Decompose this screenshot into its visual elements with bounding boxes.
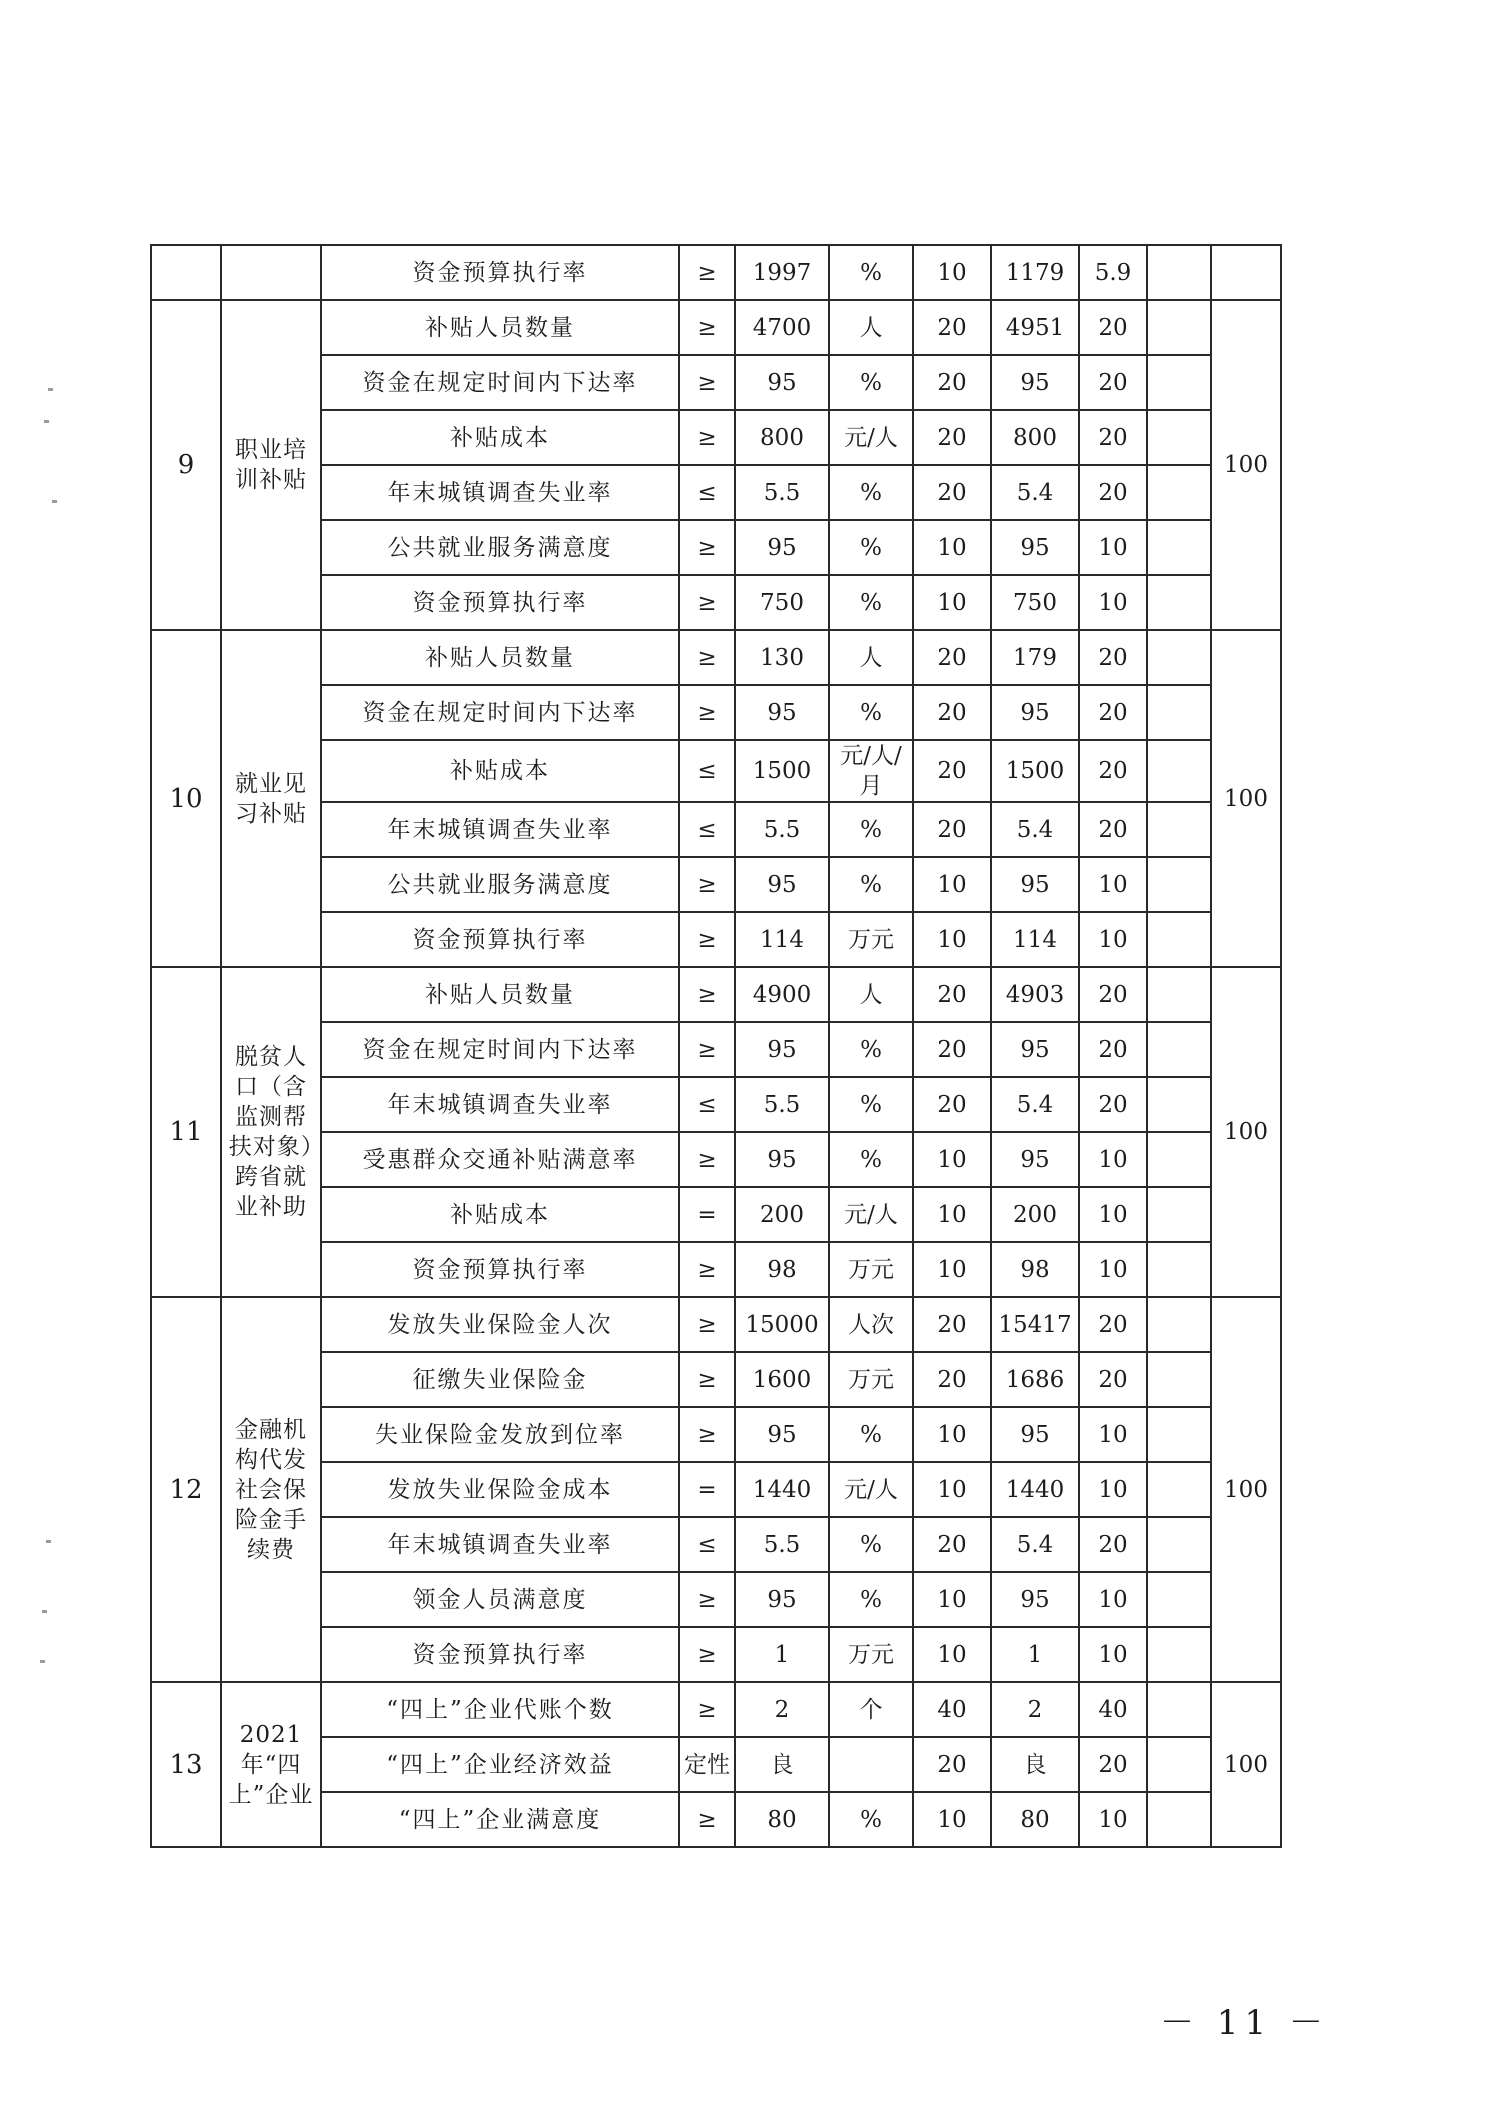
score-cell: 20	[1079, 410, 1147, 465]
score-cell: 10	[1079, 1242, 1147, 1297]
indicator-cell: 资金预算执行率	[321, 912, 679, 967]
score-cell: 10	[1079, 1792, 1147, 1847]
note-cell	[1147, 1517, 1211, 1572]
project-cell	[221, 245, 321, 300]
score-cell: 20	[1079, 355, 1147, 410]
project-title-cell: 2021年“四上”企业	[221, 1682, 321, 1847]
table-row	[151, 1407, 1281, 1462]
actual-cell: 95	[991, 1022, 1079, 1077]
note-cell	[1147, 912, 1211, 967]
score-cell: 20	[1079, 1022, 1147, 1077]
target-cell: 95	[735, 520, 829, 575]
weight-cell: 20	[913, 1352, 991, 1407]
project-total-cell: 100	[1211, 630, 1281, 967]
weight-cell: 20	[913, 300, 991, 355]
operator-cell: ≥	[679, 1352, 735, 1407]
target-cell: 95	[735, 685, 829, 740]
actual-cell: 15417	[991, 1297, 1079, 1352]
operator-cell: ≥	[679, 1792, 735, 1847]
weight-cell: 10	[913, 520, 991, 575]
table-row	[151, 355, 1281, 410]
project-title-cell: 脱贫人口（含监测帮扶对象）跨省就业补助	[221, 967, 321, 1297]
note-cell	[1147, 1572, 1211, 1627]
actual-cell: 4951	[991, 300, 1079, 355]
weight-cell: 20	[913, 1517, 991, 1572]
operator-cell: ≥	[679, 685, 735, 740]
note-cell	[1147, 575, 1211, 630]
indicator-cell: 发放失业保险金成本	[321, 1462, 679, 1517]
operator-cell: ≥	[679, 1242, 735, 1297]
unit-cell: 元/人	[829, 410, 913, 465]
project-title-cell: 就业见习补贴	[221, 630, 321, 967]
operator-cell: ≤	[679, 1077, 735, 1132]
weight-cell: 20	[913, 1022, 991, 1077]
indicator-cell: 失业保险金发放到位率	[321, 1407, 679, 1462]
score-cell: 10	[1079, 1407, 1147, 1462]
actual-cell: 95	[991, 857, 1079, 912]
operator-cell: ≥	[679, 1572, 735, 1627]
score-cell: 10	[1079, 1572, 1147, 1627]
target-cell: 750	[735, 575, 829, 630]
indicator-cell: “四上”企业代账个数	[321, 1682, 679, 1737]
scan-speck	[46, 1540, 51, 1543]
note-cell	[1147, 857, 1211, 912]
indicator-cell: 公共就业服务满意度	[321, 520, 679, 575]
scan-speck	[48, 388, 53, 391]
operator-cell: ≥	[679, 1682, 735, 1737]
actual-cell: 5.4	[991, 1077, 1079, 1132]
operator-cell: ≥	[679, 410, 735, 465]
score-cell: 20	[1079, 465, 1147, 520]
table-row	[151, 685, 1281, 740]
actual-cell: 800	[991, 410, 1079, 465]
indicator-cell: 受惠群众交通补贴满意率	[321, 1132, 679, 1187]
note-cell	[1147, 685, 1211, 740]
actual-cell: 98	[991, 1242, 1079, 1297]
actual-cell: 1500	[991, 740, 1079, 802]
note-cell	[1147, 967, 1211, 1022]
target-cell: 800	[735, 410, 829, 465]
actual-cell: 80	[991, 1792, 1079, 1847]
target-cell: 4900	[735, 967, 829, 1022]
target-cell: 200	[735, 1187, 829, 1242]
score-cell: 10	[1079, 1187, 1147, 1242]
target-cell: 1	[735, 1627, 829, 1682]
score-cell: 20	[1079, 1352, 1147, 1407]
score-cell: 40	[1079, 1682, 1147, 1737]
operator-cell: ≥	[679, 857, 735, 912]
indicator-cell: 资金在规定时间内下达率	[321, 1022, 679, 1077]
operator-cell: ≤	[679, 802, 735, 857]
operator-cell: 定性	[679, 1737, 735, 1792]
target-cell: 1997	[735, 245, 829, 300]
seq-cell: 11	[151, 967, 221, 1297]
table-row	[151, 245, 1281, 300]
scan-speck	[42, 1610, 47, 1613]
seq-cell: 12	[151, 1297, 221, 1682]
weight-cell: 20	[913, 410, 991, 465]
operator-cell: =	[679, 1187, 735, 1242]
target-cell: 5.5	[735, 465, 829, 520]
unit-cell: %	[829, 520, 913, 575]
indicator-cell: 补贴人员数量	[321, 630, 679, 685]
note-cell	[1147, 1022, 1211, 1077]
score-cell: 20	[1079, 1077, 1147, 1132]
weight-cell: 10	[913, 912, 991, 967]
target-cell: 1440	[735, 1462, 829, 1517]
note-cell	[1147, 355, 1211, 410]
unit-cell: %	[829, 685, 913, 740]
unit-cell: 元/人/月	[829, 740, 913, 802]
target-cell: 95	[735, 355, 829, 410]
target-cell: 130	[735, 630, 829, 685]
actual-cell: 1179	[991, 245, 1079, 300]
unit-cell: %	[829, 1572, 913, 1627]
note-cell	[1147, 465, 1211, 520]
table-row	[151, 1297, 1281, 1352]
weight-cell: 20	[913, 740, 991, 802]
unit-cell: 元/人	[829, 1462, 913, 1517]
note-cell	[1147, 1627, 1211, 1682]
score-cell: 20	[1079, 802, 1147, 857]
operator-cell: =	[679, 1462, 735, 1517]
weight-cell: 10	[913, 1242, 991, 1297]
table-row	[151, 1792, 1281, 1847]
weight-cell: 10	[913, 1572, 991, 1627]
unit-cell: %	[829, 575, 913, 630]
table-row	[151, 1352, 1281, 1407]
weight-cell: 10	[913, 1132, 991, 1187]
note-cell	[1147, 1077, 1211, 1132]
weight-cell: 10	[913, 1187, 991, 1242]
note-cell	[1147, 1352, 1211, 1407]
table-row	[151, 912, 1281, 967]
indicator-cell: 补贴成本	[321, 410, 679, 465]
unit-cell: %	[829, 1792, 913, 1847]
project-total-cell: 100	[1211, 967, 1281, 1297]
indicator-cell: 年末城镇调查失业率	[321, 1077, 679, 1132]
target-cell: 2	[735, 1682, 829, 1737]
page-number: － 11 －	[1160, 2003, 1329, 2043]
note-cell	[1147, 630, 1211, 685]
operator-cell: ≥	[679, 520, 735, 575]
project-title-cell: 职业培训补贴	[221, 300, 321, 630]
table-row	[151, 1682, 1281, 1737]
unit-cell: 万元	[829, 912, 913, 967]
seq-cell	[151, 245, 221, 300]
operator-cell: ≥	[679, 1022, 735, 1077]
unit-cell: 万元	[829, 1242, 913, 1297]
weight-cell: 20	[913, 967, 991, 1022]
unit-cell: 人次	[829, 1297, 913, 1352]
table-row	[151, 967, 1281, 1022]
indicator-cell: 领金人员满意度	[321, 1572, 679, 1627]
note-cell	[1147, 245, 1211, 300]
operator-cell: ≥	[679, 1627, 735, 1682]
actual-cell: 95	[991, 685, 1079, 740]
target-cell: 4700	[735, 300, 829, 355]
actual-cell: 95	[991, 1407, 1079, 1462]
score-cell: 5.9	[1079, 245, 1147, 300]
weight-cell: 10	[913, 1627, 991, 1682]
indicator-cell: 资金预算执行率	[321, 1627, 679, 1682]
target-cell: 1600	[735, 1352, 829, 1407]
table-row	[151, 802, 1281, 857]
indicator-cell: 补贴人员数量	[321, 967, 679, 1022]
note-cell	[1147, 740, 1211, 802]
target-cell: 98	[735, 1242, 829, 1297]
actual-cell: 95	[991, 1572, 1079, 1627]
target-cell: 1500	[735, 740, 829, 802]
weight-cell: 20	[913, 1297, 991, 1352]
unit-cell: 人	[829, 630, 913, 685]
unit-cell: %	[829, 1517, 913, 1572]
note-cell	[1147, 1242, 1211, 1297]
indicator-cell: 资金在规定时间内下达率	[321, 355, 679, 410]
table-row	[151, 300, 1281, 355]
total-cell	[1211, 245, 1281, 300]
target-cell: 5.5	[735, 1517, 829, 1572]
note-cell	[1147, 410, 1211, 465]
score-cell: 10	[1079, 857, 1147, 912]
unit-cell: 万元	[829, 1627, 913, 1682]
unit-cell: 个	[829, 1682, 913, 1737]
target-cell: 5.5	[735, 1077, 829, 1132]
unit-cell: %	[829, 1077, 913, 1132]
target-cell: 95	[735, 1572, 829, 1627]
target-cell: 5.5	[735, 802, 829, 857]
score-cell: 10	[1079, 1462, 1147, 1517]
target-cell: 95	[735, 1022, 829, 1077]
unit-cell: %	[829, 465, 913, 520]
actual-cell: 179	[991, 630, 1079, 685]
performance-table	[150, 244, 1282, 1848]
actual-cell: 200	[991, 1187, 1079, 1242]
target-cell: 95	[735, 857, 829, 912]
indicator-cell: 补贴人员数量	[321, 300, 679, 355]
actual-cell: 95	[991, 1132, 1079, 1187]
score-cell: 20	[1079, 740, 1147, 802]
seq-cell: 9	[151, 300, 221, 630]
indicator-cell: 补贴成本	[321, 1187, 679, 1242]
indicator-cell: 征缴失业保险金	[321, 1352, 679, 1407]
indicator-cell: 年末城镇调查失业率	[321, 802, 679, 857]
table-row	[151, 410, 1281, 465]
score-cell: 20	[1079, 1297, 1147, 1352]
unit-cell: %	[829, 1407, 913, 1462]
target-cell: 95	[735, 1132, 829, 1187]
operator-cell: ≤	[679, 740, 735, 802]
note-cell	[1147, 1462, 1211, 1517]
note-cell	[1147, 1297, 1211, 1352]
actual-cell: 5.4	[991, 1517, 1079, 1572]
unit-cell: %	[829, 857, 913, 912]
score-cell: 20	[1079, 685, 1147, 740]
seq-cell: 10	[151, 630, 221, 967]
note-cell	[1147, 1737, 1211, 1792]
table-row	[151, 630, 1281, 685]
operator-cell: ≥	[679, 1297, 735, 1352]
score-cell: 10	[1079, 520, 1147, 575]
actual-cell: 1440	[991, 1462, 1079, 1517]
target-cell: 80	[735, 1792, 829, 1847]
table-row	[151, 857, 1281, 912]
weight-cell: 10	[913, 857, 991, 912]
target-cell: 良	[735, 1737, 829, 1792]
indicator-cell: “四上”企业经济效益	[321, 1737, 679, 1792]
indicator-cell: 补贴成本	[321, 740, 679, 802]
note-cell	[1147, 1792, 1211, 1847]
project-total-cell: 100	[1211, 1297, 1281, 1682]
indicator-cell: 资金预算执行率	[321, 575, 679, 630]
table-row	[151, 1517, 1281, 1572]
note-cell	[1147, 1682, 1211, 1737]
weight-cell: 10	[913, 1407, 991, 1462]
unit-cell: %	[829, 802, 913, 857]
scan-speck	[52, 500, 57, 503]
seq-cell: 13	[151, 1682, 221, 1847]
weight-cell: 20	[913, 630, 991, 685]
operator-cell: ≤	[679, 465, 735, 520]
operator-cell: ≥	[679, 575, 735, 630]
indicator-cell: 资金在规定时间内下达率	[321, 685, 679, 740]
indicator-cell: 年末城镇调查失业率	[321, 1517, 679, 1572]
table-row	[151, 465, 1281, 520]
unit-cell	[829, 1737, 913, 1792]
unit-cell: 万元	[829, 1352, 913, 1407]
score-cell: 20	[1079, 967, 1147, 1022]
operator-cell: ≥	[679, 967, 735, 1022]
actual-cell: 5.4	[991, 802, 1079, 857]
weight-cell: 20	[913, 1737, 991, 1792]
score-cell: 20	[1079, 1517, 1147, 1572]
score-cell: 20	[1079, 630, 1147, 685]
target-cell: 15000	[735, 1297, 829, 1352]
operator-cell: ≥	[679, 245, 735, 300]
indicator-cell: 资金预算执行率	[321, 245, 679, 300]
actual-cell: 1686	[991, 1352, 1079, 1407]
note-cell	[1147, 520, 1211, 575]
scan-speck	[40, 1660, 45, 1663]
actual-cell: 114	[991, 912, 1079, 967]
unit-cell: %	[829, 1132, 913, 1187]
table-row	[151, 1572, 1281, 1627]
note-cell	[1147, 300, 1211, 355]
note-cell	[1147, 1407, 1211, 1462]
unit-cell: %	[829, 1022, 913, 1077]
indicator-cell: 公共就业服务满意度	[321, 857, 679, 912]
actual-cell: 5.4	[991, 465, 1079, 520]
table-row	[151, 1187, 1281, 1242]
actual-cell: 1	[991, 1627, 1079, 1682]
weight-cell: 20	[913, 1077, 991, 1132]
note-cell	[1147, 1132, 1211, 1187]
operator-cell: ≥	[679, 630, 735, 685]
table-row	[151, 575, 1281, 630]
table-row	[151, 1242, 1281, 1297]
project-title-cell: 金融机构代发社会保险金手续费	[221, 1297, 321, 1682]
table-row	[151, 1737, 1281, 1792]
table-row	[151, 1022, 1281, 1077]
operator-cell: ≥	[679, 300, 735, 355]
unit-cell: %	[829, 355, 913, 410]
unit-cell: 人	[829, 300, 913, 355]
note-cell	[1147, 1187, 1211, 1242]
weight-cell: 40	[913, 1682, 991, 1737]
table-row	[151, 1627, 1281, 1682]
unit-cell: 人	[829, 967, 913, 1022]
indicator-cell: 资金预算执行率	[321, 1242, 679, 1297]
weight-cell: 10	[913, 245, 991, 300]
indicator-cell: 年末城镇调查失业率	[321, 465, 679, 520]
table-row	[151, 740, 1281, 802]
weight-cell: 20	[913, 465, 991, 520]
operator-cell: ≤	[679, 1517, 735, 1572]
operator-cell: ≥	[679, 355, 735, 410]
weight-cell: 20	[913, 802, 991, 857]
score-cell: 10	[1079, 1132, 1147, 1187]
score-cell: 10	[1079, 912, 1147, 967]
actual-cell: 良	[991, 1737, 1079, 1792]
operator-cell: ≥	[679, 1132, 735, 1187]
weight-cell: 20	[913, 685, 991, 740]
weight-cell: 10	[913, 1462, 991, 1517]
score-cell: 10	[1079, 575, 1147, 630]
indicator-cell: 发放失业保险金人次	[321, 1297, 679, 1352]
target-cell: 95	[735, 1407, 829, 1462]
score-cell: 20	[1079, 1737, 1147, 1792]
weight-cell: 20	[913, 355, 991, 410]
weight-cell: 10	[913, 575, 991, 630]
target-cell: 114	[735, 912, 829, 967]
indicator-cell: “四上”企业满意度	[321, 1792, 679, 1847]
operator-cell: ≥	[679, 1407, 735, 1462]
actual-cell: 750	[991, 575, 1079, 630]
actual-cell: 4903	[991, 967, 1079, 1022]
note-cell	[1147, 802, 1211, 857]
score-cell: 20	[1079, 300, 1147, 355]
table-row	[151, 520, 1281, 575]
table-row	[151, 1462, 1281, 1517]
project-total-cell: 100	[1211, 300, 1281, 630]
scan-speck	[44, 420, 49, 423]
table-row	[151, 1077, 1281, 1132]
actual-cell: 95	[991, 520, 1079, 575]
weight-cell: 10	[913, 1792, 991, 1847]
score-cell: 10	[1079, 1627, 1147, 1682]
operator-cell: ≥	[679, 912, 735, 967]
unit-cell: %	[829, 245, 913, 300]
table-row	[151, 1132, 1281, 1187]
actual-cell: 95	[991, 355, 1079, 410]
project-total-cell: 100	[1211, 1682, 1281, 1847]
actual-cell: 2	[991, 1682, 1079, 1737]
unit-cell: 元/人	[829, 1187, 913, 1242]
